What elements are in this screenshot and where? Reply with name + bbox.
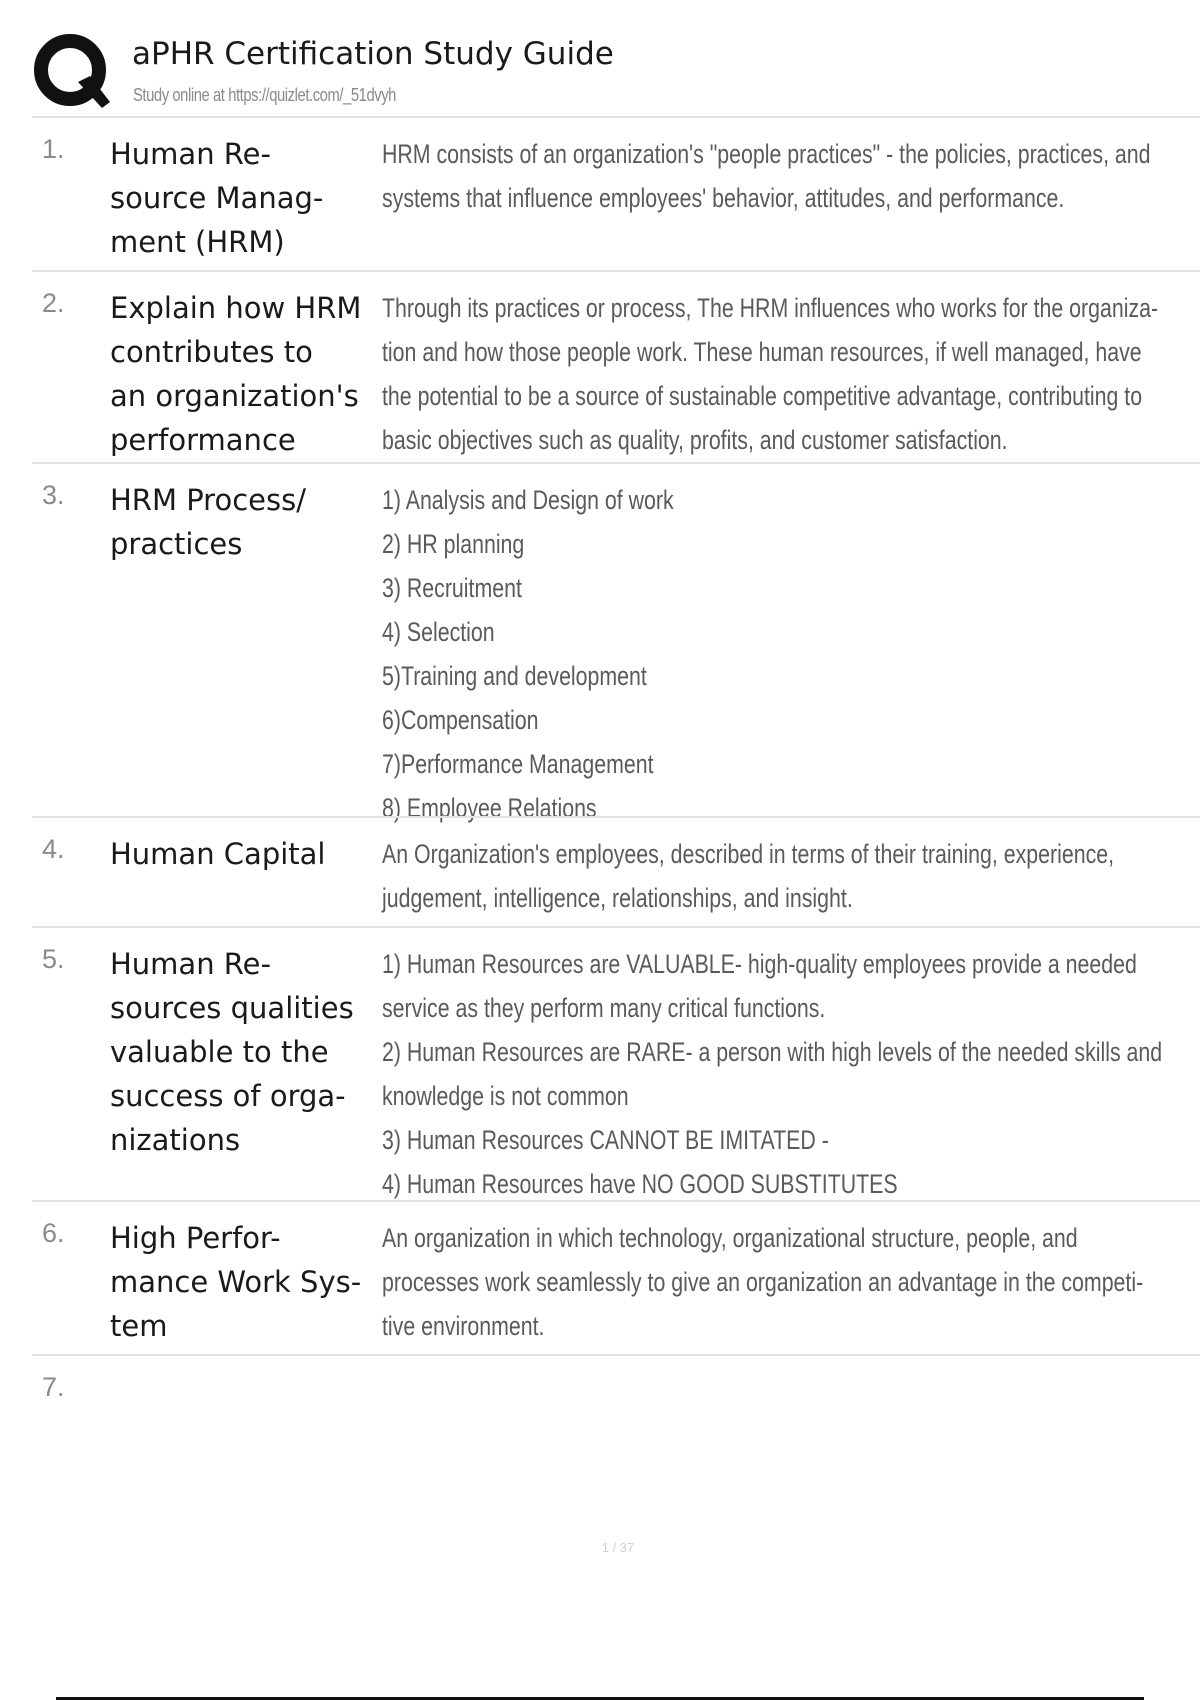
card-term: Explain how HRM contributes to an organization's performance	[110, 291, 362, 457]
definition-line: An Organization's employees, described in terms of their training, experience,	[382, 839, 1115, 869]
document-header	[32, 32, 1200, 116]
definition-line: Through its practices or process, The HRM influences who works for the organiza-	[382, 293, 1159, 323]
definition-line: systems that influence employees' behavior, attitudes, and performance.	[382, 183, 1065, 213]
definition-line: 1) Analysis and Design of work	[382, 485, 674, 515]
definition-line: knowledge is not common	[382, 1081, 629, 1111]
quizlet-logo-icon	[32, 32, 112, 112]
card-term: High Perfor- mance Work Sys- tem	[110, 1221, 362, 1343]
flashcard-list	[32, 116, 1200, 1474]
card-term: Human Capital	[110, 837, 326, 871]
definition-line: 3) Recruitment	[382, 573, 522, 603]
definition-line: basic objectives such as quality, profits, and customer satisfaction.	[382, 425, 1008, 455]
card-definition	[382, 132, 1151, 220]
card-definition	[382, 1216, 1144, 1348]
flashcard-row	[32, 116, 1200, 270]
definition-line: 4) Human Resources have NO GOOD SUBSTITUTES	[382, 1169, 898, 1199]
flashcard-row	[32, 270, 1200, 462]
definition-line: tive environment.	[382, 1311, 545, 1341]
card-definition	[382, 832, 1133, 920]
flashcard-row	[32, 1354, 1200, 1474]
definition-line: 4) Selection	[382, 617, 495, 647]
card-term: HRM Process/ practices	[110, 483, 306, 561]
definition-line: 3) Human Resources CANNOT BE IMITATED -	[382, 1125, 829, 1155]
card-number: 3.	[42, 480, 65, 510]
card-number: 4.	[42, 834, 65, 864]
card-number: 5.	[42, 944, 65, 974]
page-number: 1 / 37	[601, 1540, 635, 1555]
card-definition	[382, 942, 1163, 1206]
card-number: 1.	[42, 134, 65, 164]
definition-line: HRM consists of an organization's "people practices" - the policies, practices, and	[382, 139, 1151, 169]
definition-line: 8) Employee Relations	[382, 793, 597, 823]
card-term: Human Re- sources qualities valuable to the success of orga- nizations	[110, 947, 354, 1157]
definition-line: tion and how those people work. These human resources, if well managed, have	[382, 337, 1142, 367]
flashcard-row	[32, 816, 1200, 926]
definition-line: 2) Human Resources are RARE- a person with high levels of the needed skills and	[382, 1037, 1163, 1067]
definition-line: judgement, intelligence, relationships, and insight.	[382, 883, 853, 913]
definition-line: service as they perform many critical functions.	[382, 993, 826, 1023]
definition-line: 2) HR planning	[382, 529, 525, 559]
definition-line: processes work seamlessly to give an organization an advantage in the competi-	[382, 1267, 1144, 1297]
flashcard-row	[32, 1200, 1200, 1354]
definition-line: 7)Performance Management	[382, 749, 654, 779]
definition-line: 6)Compensation	[382, 705, 539, 735]
study-online-link[interactable]: Study online at https://quizlet.com/_51dvyh	[133, 85, 396, 105]
definition-line: 5)Training and development	[382, 661, 647, 691]
card-definition	[382, 286, 1159, 462]
definition-line: the potential to be a source of sustainable competitive advantage, contributing to	[382, 381, 1143, 411]
flashcard-row	[32, 462, 1200, 823]
card-number: 7.	[42, 1372, 65, 1402]
definition-line: An organization in which technology, organizational structure, people, and	[382, 1223, 1078, 1253]
card-definition	[382, 478, 1133, 830]
card-number: 2.	[42, 288, 65, 318]
card-term: Human Re- source Manag- ment (HRM)	[110, 137, 324, 259]
definition-line: 1) Human Resources are VALUABLE- high-quality employees provide a needed	[382, 949, 1137, 979]
card-number: 6.	[42, 1218, 65, 1248]
page-title: aPHR Certification Study Guide	[132, 36, 614, 72]
flashcard-row	[32, 926, 1200, 1200]
